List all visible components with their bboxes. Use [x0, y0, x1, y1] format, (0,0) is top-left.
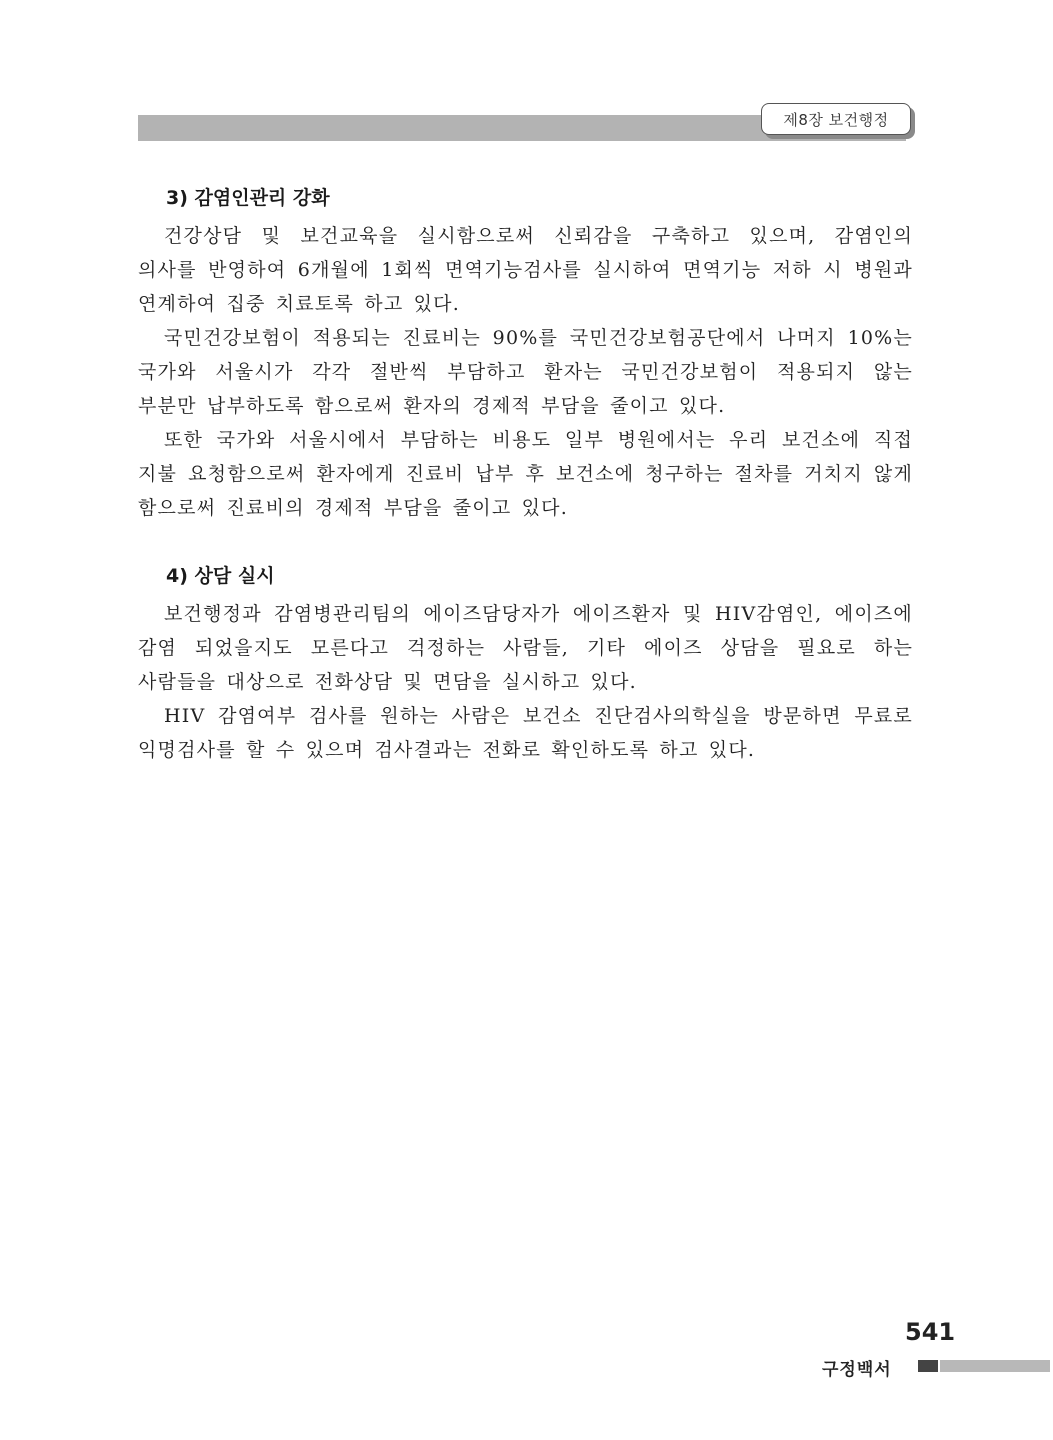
section-heading: 4) 상담 실시 [166, 565, 275, 587]
page-number: 541 [905, 1318, 956, 1346]
book-title: 구정백서 [822, 1360, 892, 1380]
paragraph: HIV 감염여부 검사를 원하는 사람은 보건소 진단검사의학실을 방문하면 무료로 익명검사를 할 수 있으며 검사결과는 전화로 확인하도록 하고 있다. [138, 705, 913, 761]
chapter-tab: 제8장 보건행정 [761, 103, 911, 135]
paragraph: 국민건강보험이 적용되는 진료비는 90%를 국민건강보험공단에서 나머지 10%는 국가와 서울시가 각각 절반씩 부담하고 환자는 국민건강보험이 적용되지 않는 부분만 납부하도록 함으로써 환자의 경제적 부담을 줄이고 있다. [138, 327, 913, 417]
footer-dark-block [918, 1360, 938, 1372]
paragraph: 보건행정과 감염병관리팀의 에이즈담당자가 에이즈환자 및 HIV감염인, 에이즈에 감염 되었을지도 모른다고 걱정하는 사람들, 기타 에이즈 상담을 필요로 하는 사람들을 대상으로 전화상담 및 면담을 실시하고 있다. [138, 603, 913, 693]
section-infected-management [138, 185, 913, 525]
section-heading: 3) 감염인관리 강화 [166, 187, 330, 209]
paragraph: 건강상담 및 보건교육을 실시함으로써 신뢰감을 구축하고 있으며, 감염인의 의사를 반영하여 6개월에 1회씩 면역기능검사를 실시하여 면역기능 저하 시 병원과 연계하여 집중 치료토록 하고 있다. [138, 225, 913, 315]
paragraph: 또한 국가와 서울시에서 부담하는 비용도 일부 병원에서는 우리 보건소에 직접 지불 요청함으로써 환자에게 진료비 납부 후 보건소에 청구하는 절차를 거치지 않게 함으로써 진료비의 경제적 부담을 줄이고 있다. [138, 429, 913, 519]
section-counseling [138, 563, 913, 767]
footer-light-bar [940, 1360, 1050, 1372]
page-content [138, 185, 913, 805]
